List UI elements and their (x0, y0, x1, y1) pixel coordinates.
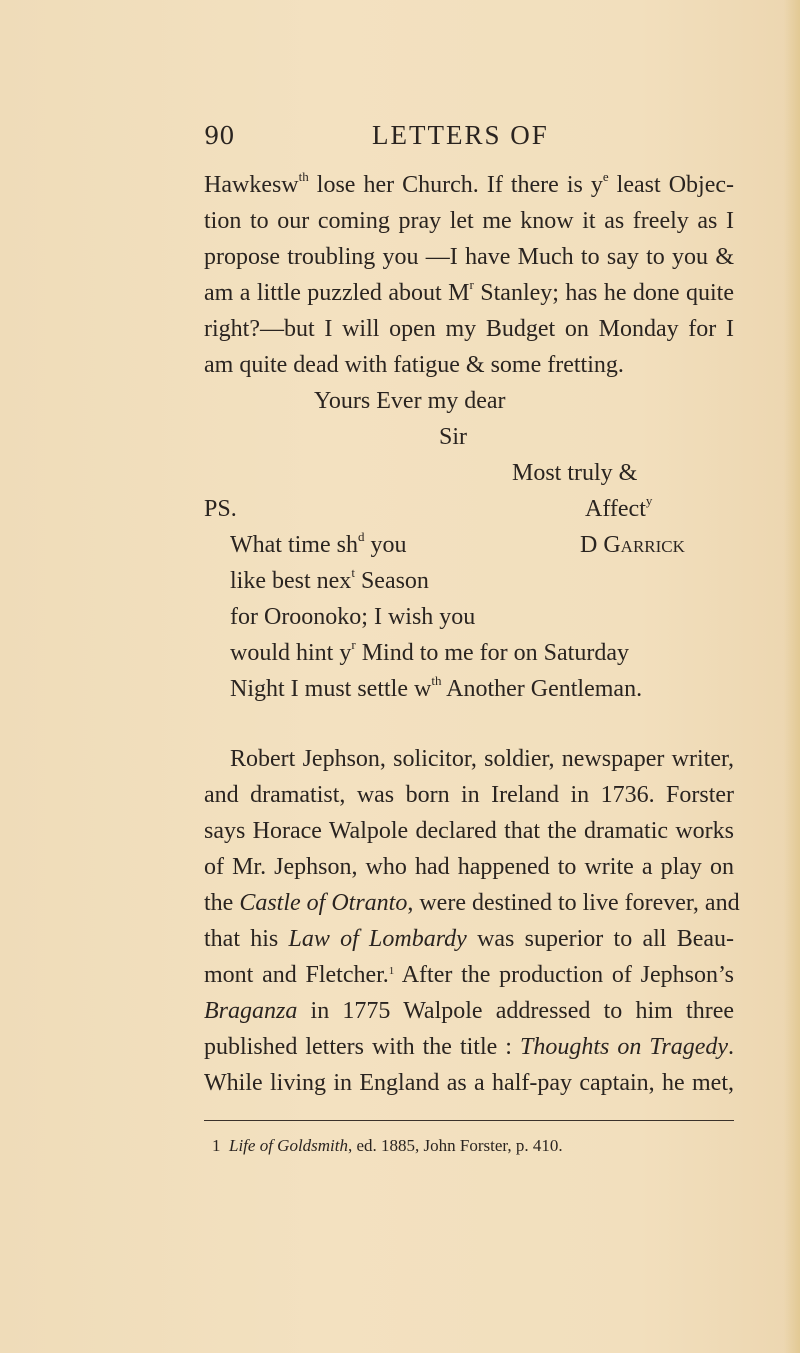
commentary-line: of Mr. Jephson, who had happened to write a play on (204, 854, 734, 880)
letter-closing: Most truly & (512, 460, 638, 486)
signature: D Garrick (580, 532, 685, 558)
letter-closing: Yours Ever my dear (314, 388, 506, 414)
commentary-line: that his Law of Lombardy was superior to all Beau- (204, 926, 734, 952)
commentary-line: says Horace Walpole declared that the dramatic works (204, 818, 734, 844)
commentary-line: and dramatist, was born in Ireland in 1736. Forster (204, 782, 734, 808)
page-edge (784, 0, 800, 1353)
commentary-line: published letters with the title : Thoughts on Tragedy. (204, 1034, 734, 1060)
commentary-line: While living in England as a half-pay captain, he met, (204, 1070, 734, 1096)
running-header (0, 118, 800, 158)
letter-line: am a little puzzled about $M^r$ Stanley; has he done quite (204, 277, 734, 306)
page-number: 90 (204, 122, 235, 150)
letter-line: propose troubling you —I have Much to say to you & (204, 244, 734, 270)
postscript-line: like best nex$^t$ Season (230, 565, 429, 594)
postscript-line: Night I must settle $w^{th}$ Another Gentleman. (230, 673, 643, 702)
postscript-label: PS. (204, 496, 237, 522)
letter-line: right?—but I will open my Budget on Monday for I (204, 316, 734, 342)
commentary-line: Braganza in 1775 Walpole addressed to him three (204, 998, 734, 1024)
postscript-line: would hint $y^r$ Mind to me for on Saturday (230, 637, 629, 666)
commentary-line: Robert Jephson, solicitor, soldier, newspaper writer, (230, 746, 734, 772)
letter-line: Hawkesw$^{th}$ lose her Church. If there is $y^e$ least Objec- (204, 169, 734, 198)
letter-closing: Affect$^y$ (585, 493, 653, 522)
postscript-line: What time $sh^d$ you (230, 529, 407, 558)
commentary-line: mont and Fletcher.$^1$ After the production of Jephson’s (204, 962, 734, 988)
footnote-ref: 1 (388, 965, 395, 977)
letter-line: am quite dead with fatigue & some fretting. (204, 352, 624, 378)
commentary-line: the Castle of Otranto, were destined to live forever, and (204, 890, 740, 916)
letter-closing: Sir (439, 424, 468, 450)
footnote: 1 Life of Goldsmith, ed. 1885, John Forster, p. 410. (212, 1136, 563, 1155)
postscript-line: for Oroonoko; I wish you (230, 604, 476, 630)
running-title: LETTERS OF (372, 120, 549, 150)
letter-line: tion to our coming pray let me know it as freely as I (204, 208, 734, 234)
footnote-rule (204, 1120, 734, 1121)
